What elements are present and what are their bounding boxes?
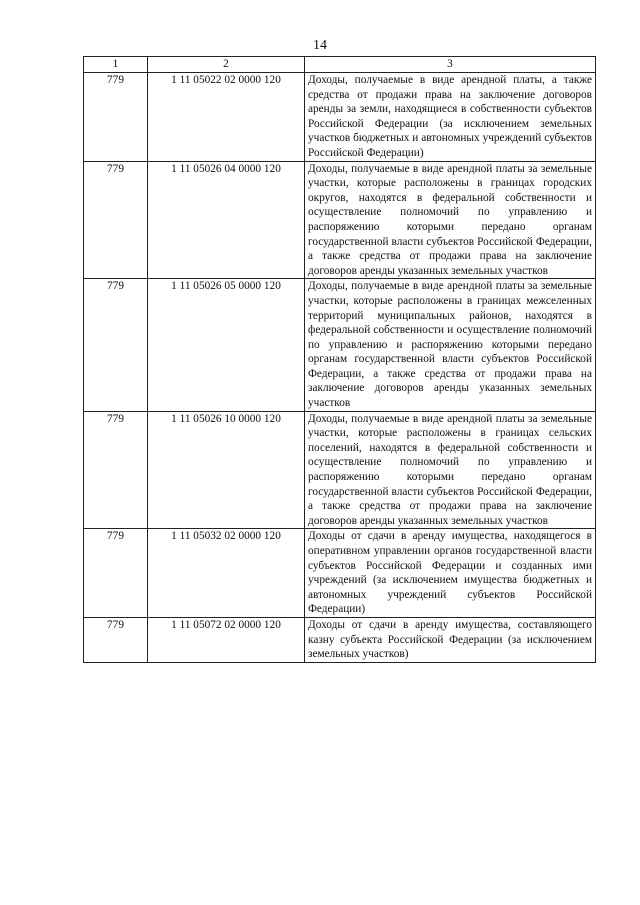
kbk-code-cell: 1 11 05026 04 0000 120 bbox=[148, 161, 305, 279]
header-cell-col2: 2 bbox=[148, 57, 305, 73]
kbk-code-cell: 1 11 05026 05 0000 120 bbox=[148, 279, 305, 411]
description-cell: Доходы, получаемые в виде арендной платы за земельные участки, которые расположены в границах межселенных территорий муниципальных районов, находятся в федеральной собственности и осуществление полномочий по управлению и распоряжению которыми передано органам государственной власти субъектов Российской Федерации, а также средства от продажи права на заключение договоров аренды указанных земельных участков bbox=[305, 279, 596, 411]
description-cell: Доходы, получаемые в виде арендной платы, а также средства от продажи права на заключение договоров аренды за земли, находящиеся в собственности субъектов Российской Федерации (за исключением земельных участков бюджетных и автономных учреждений субъектов Российской Федерации) bbox=[305, 73, 596, 162]
kbk-code-cell: 1 11 05072 02 0000 120 bbox=[148, 617, 305, 662]
page-number: 14 bbox=[313, 38, 327, 53]
description-cell: Доходы, получаемые в виде арендной платы за земельные участки, которые расположены в границах городских округов, находятся в федеральной собственности и осуществление полномочий по управлению и распоряжению которыми передано органам государственной власти субъектов Российской Федерации, а также средства от продажи права на заключение договоров аренды указанных земельных участков bbox=[305, 161, 596, 279]
table-row bbox=[84, 161, 596, 279]
kbk-code-cell: 1 11 05022 02 0000 120 bbox=[148, 73, 305, 162]
description-cell: Доходы от сдачи в аренду имущества, находящегося в оперативном управлении органов государственной власти субъектов Российской Федерации и созданных ими учреждений (за исключением имущества бюджетных и автономных учреждений субъектов Российской Федерации) bbox=[305, 529, 596, 618]
table-row bbox=[84, 529, 596, 618]
income-codes-table bbox=[83, 56, 596, 663]
table-row bbox=[84, 73, 596, 162]
table-row bbox=[84, 411, 596, 529]
description-cell: Доходы, получаемые в виде арендной платы за земельные участки, которые расположены в границах сельских поселений, находятся в федеральной собственности и осуществление полномочий по управлению и распоряжению которыми передано органам государственной власти субъектов Российской Федерации, а также средства от продажи права на заключение договоров аренды указанных земельных участков bbox=[305, 411, 596, 529]
header-cell-col1: 1 bbox=[84, 57, 148, 73]
admin-code-cell: 779 bbox=[84, 279, 148, 411]
description-cell: Доходы от сдачи в аренду имущества, составляющего казну субъекта Российской Федерации (за исключением земельных участков) bbox=[305, 617, 596, 662]
admin-code-cell: 779 bbox=[84, 529, 148, 618]
admin-code-cell: 779 bbox=[84, 161, 148, 279]
kbk-code-cell: 1 11 05026 10 0000 120 bbox=[148, 411, 305, 529]
kbk-code-cell: 1 11 05032 02 0000 120 bbox=[148, 529, 305, 618]
table-header-row bbox=[84, 57, 596, 73]
admin-code-cell: 779 bbox=[84, 73, 148, 162]
admin-code-cell: 779 bbox=[84, 617, 148, 662]
admin-code-cell: 779 bbox=[84, 411, 148, 529]
table-row bbox=[84, 617, 596, 662]
table-row bbox=[84, 279, 596, 411]
header-cell-col3: 3 bbox=[305, 57, 596, 73]
